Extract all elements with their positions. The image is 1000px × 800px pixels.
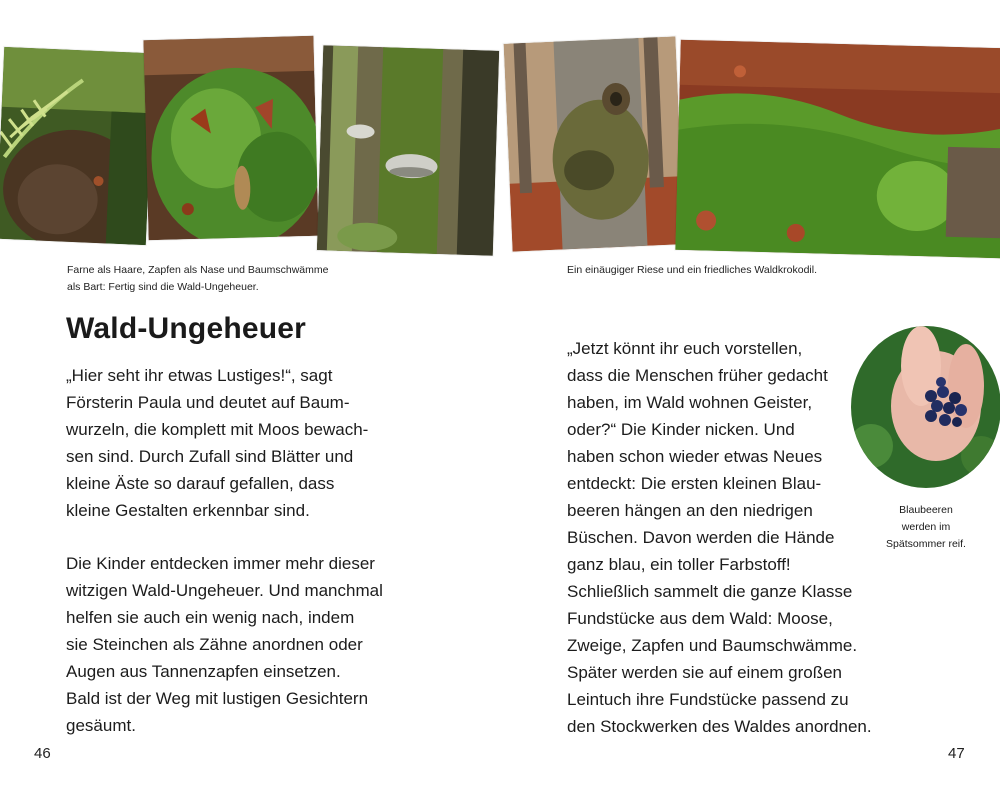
photo-blueberries: [851, 326, 1000, 488]
photo-mossy-face: [143, 36, 318, 240]
left-paragraph-1: „Hier seht ihr etwas Lustiges!“, sagt Försterin Paula und deutet auf Baum- wurzeln, die komplett mit Moos bewach- sen sind. Durch Zufall sind Blätter und kleine Äste so darauf gefallen, dass kleine Gestalten erkennbar sind.: [66, 366, 369, 520]
forest-crocodile-image: [675, 40, 1000, 258]
mossy-face-image: [143, 36, 318, 240]
page-title: Wald-Ungeheuer: [66, 312, 307, 345]
photo-one-eyed-giant: [504, 36, 685, 251]
left-paragraph-2: Die Kinder entdecken immer mehr dieser witzigen Wald-Ungeheuer. Und manchmal helfen sie auch ein wenig nach, indem sie Steinchen als Zähne anordnen oder Augen aus Tannenzapfen einsetzen. Bald ist der Weg mit lustigen Gesichtern gesäumt.: [66, 554, 383, 735]
blueberries-image: [851, 326, 1000, 488]
left-photo-caption: Farne als Haare, Zapfen als Nase und Baumschwämme als Bart: Fertig sind die Wald-Ungeheuer.: [67, 264, 329, 293]
photo-fern-stump: [0, 47, 154, 245]
tree-fungi-image: [317, 45, 499, 255]
one-eyed-giant-image: [504, 36, 685, 251]
page-number-right: 47: [948, 745, 965, 762]
page-number-left: 46: [34, 745, 51, 762]
photo-tree-fungi: [317, 45, 499, 255]
right-paragraph: „Jetzt könnt ihr euch vorstellen, dass die Menschen früher gedacht haben, im Wald wohnen Geister, oder?“ Die Kinder nicken. Und haben schon wieder etwas Neues entdeckt: Die ersten kleinen Blau- beeren hängen an den niedrigen Büschen. Davon werden die Hände ganz blau, ein toller Farbstoff! Schließlich sammelt die ganze Klasse Fundstücke aus dem Wald: Moose, Zweige, Zapfen und Baumschwämme. Später werden sie auf einem großen Leintuch ihre Fundstücke passend zu den Stockwerken des Waldes anordnen.: [567, 339, 872, 736]
right-photo-caption: Ein einäugiger Riese und ein friedliches Waldkrokodil.: [567, 264, 817, 276]
fern-stump-image: [0, 47, 154, 245]
photo-forest-crocodile: [675, 40, 1000, 258]
blueberry-caption: Blaubeeren werden im Spätsommer reif.: [886, 504, 966, 550]
